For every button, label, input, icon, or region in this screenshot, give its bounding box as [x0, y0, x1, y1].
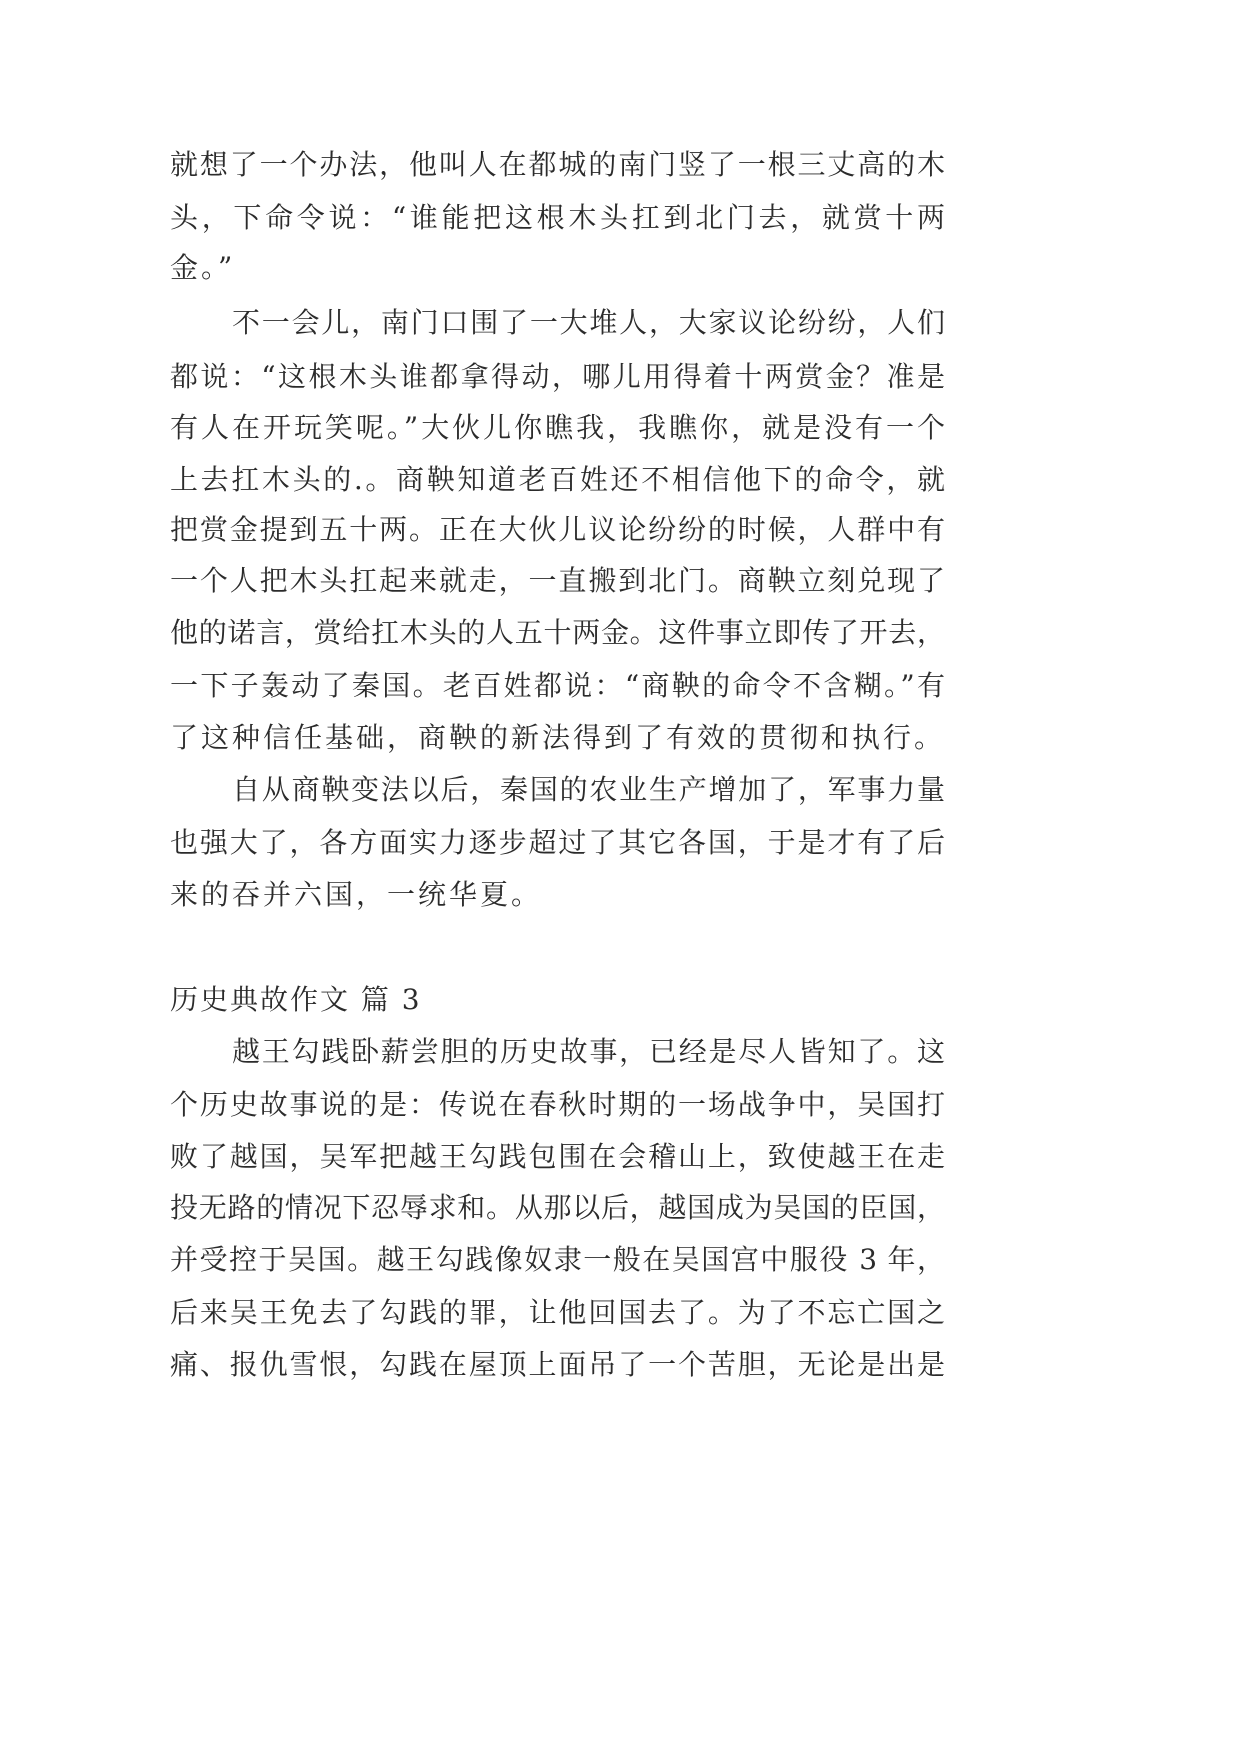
body-line: 他的诺言，赏给扛木头的人五十两金。这件事立即传了开去，: [170, 616, 945, 649]
section-heading: 历史典故作文 篇 3: [170, 983, 422, 1016]
body-line: 并受控于吴国。越王勾践像奴隶一般在吴国宫中服役 3 年，: [170, 1243, 945, 1276]
body-line: 也强大了，各方面实力逐步超过了其它各国，于是才有了后: [170, 826, 945, 859]
body-line: 来的吞并六国，一统华夏。: [170, 878, 543, 911]
body-line: 越王勾践卧薪尝胆的历史故事，已经是尽人皆知了。这: [232, 1035, 945, 1068]
body-line: 痛、报仇雪恨，勾践在屋顶上面吊了一个苦胆，无论是出是: [170, 1348, 945, 1381]
body-line: 就想了一个办法，他叫人在都城的南门竖了一根三丈高的木: [170, 148, 945, 181]
body-line: 了这种信任基础，商鞅的新法得到了有效的贯彻和执行。: [170, 721, 945, 754]
body-line: 败了越国，吴军把越王勾践包围在会稽山上，致使越王在走: [170, 1140, 945, 1173]
body-line: 上去扛木头的.。商鞅知道老百姓还不相信他下的命令，就: [170, 463, 945, 496]
body-line: 都说：“这根木头谁都拿得动，哪儿用得着十两赏金？准是: [170, 360, 945, 393]
body-line: 有人在开玩笑呢。”大伙儿你瞧我，我瞧你，就是没有一个: [170, 411, 945, 444]
body-line: 不一会儿，南门口围了一大堆人，大家议论纷纷，人们: [232, 306, 945, 339]
body-line: 后来吴王免去了勾践的罪，让他回国去了。为了不忘亡国之: [170, 1296, 945, 1329]
body-line: 把赏金提到五十两。正在大伙儿议论纷纷的时候，人群中有: [170, 513, 945, 546]
body-line: 头，下命令说：“谁能把这根木头扛到北门去，就赏十两: [170, 201, 945, 234]
body-line: 一个人把木头扛起来就走，一直搬到北门。商鞅立刻兑现了: [170, 564, 945, 597]
body-line: 金。”: [170, 251, 236, 284]
body-line: 自从商鞅变法以后，秦国的农业生产增加了，军事力量: [232, 773, 945, 806]
body-line: 一下子轰动了秦国。老百姓都说：“商鞅的命令不含糊。”有: [170, 669, 945, 702]
body-line: 投无路的情况下忍辱求和。从那以后，越国成为吴国的臣国，: [170, 1191, 945, 1224]
body-line: 个历史故事说的是：传说在春秋时期的一场战争中，吴国打: [170, 1088, 945, 1121]
